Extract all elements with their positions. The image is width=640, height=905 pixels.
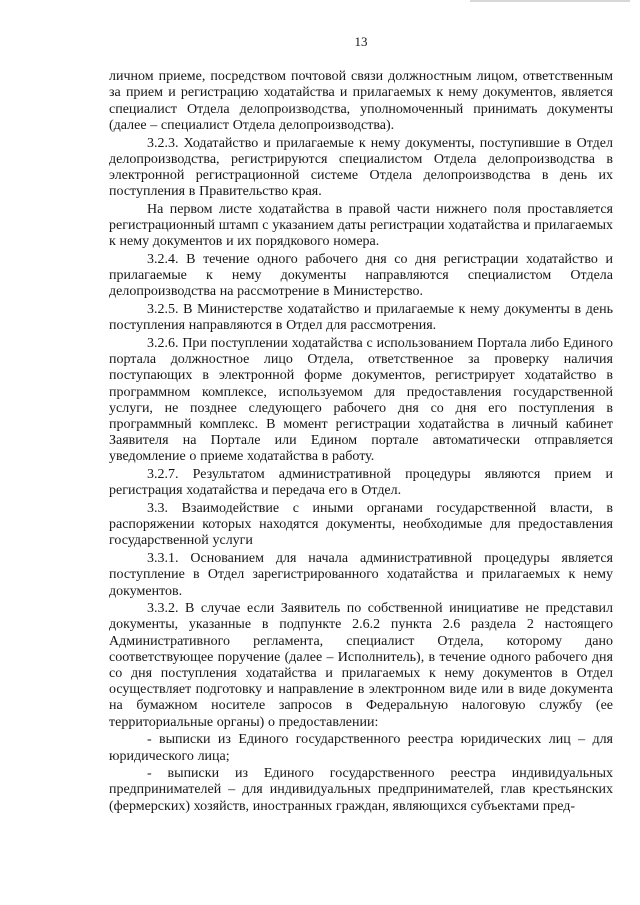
paragraph-3-2-4: 3.2.4. В течение одного рабочего дня со дня регистрации ходатайство и прилагаемые к нему документы направляются специалистом Отдела делопроизводства на рассмотрение в Министерство. (109, 251, 613, 300)
paragraph-3-2-3: 3.2.3. Ходатайство и прилагаемые к нему документы, поступившие в Отдел делопроизводства, регистрируются специалистом Отдела делопроизводства в электронной регистрационной системе Отдела делопроизводства в день их поступления в Правительство края. (109, 135, 613, 200)
paragraph-3-2-7: 3.2.7. Результатом административной процедуры являются прием и регистрация ходатайства и передача его в Отдел. (109, 467, 613, 499)
document-page (109, 34, 613, 816)
page-number: 13 (354, 34, 368, 49)
paragraph-3-3-2: 3.3.2. В случае если Заявитель по собственной инициативе не представил документы, указанные в подпункте 2.6.2 пункта 2.6 раздела 2 настоящего Административного регламента, специалист Отдела, которому дано соответствующее поручение (далее – Исполнитель), в течение одного рабочего дня со дня поступления ходатайства и прилагаемых к нему документов в Отдел осуществляет подготовку и направление в электронном виде или в виде документа на бумажном носителе запросов в Федеральную налоговую службу (ее территориальные органы) о предоставлении: (109, 601, 613, 730)
paragraph-3-2-5: 3.2.5. В Министерстве ходатайство и прилагаемые к нему документы в день поступления направляются в Отдел для рассмотрения. (109, 302, 613, 334)
section-heading-3-3: 3.3. Взаимодействие с иными органами государственной власти, в распоряжении которых находятся документы, необходимые для предоставления государственной услуги (109, 500, 613, 549)
scan-artifact-line (470, 0, 630, 2)
paragraph-3-3-1: 3.3.1. Основанием для начала административной процедуры является поступление в Отдел зарегистрированного ходатайства и прилагаемых к нему документов. (109, 551, 613, 599)
list-item-entrepreneurs: - выписки из Единого государственного реестра индивидуальных предпринимателей – для индивидуальных предпринимателей, глав крестьянских (фермерских) хозяйств, иностранных граждан, являющихся субъектами пред- (109, 766, 613, 814)
paragraph-3-2-6: 3.2.6. При поступлении ходатайства с использованием Портала либо Единого портала должностное лицо Отдела, ответственное за проверку наличия поступающих в электронной форме документов, регистрирует ходатайство в программном комплексе, используемом для предоставления государственной услуги, не позднее следующего рабочего дня со дня его поступления в программный комплекс. В момент регистрации ходатайства в личный кабинет Заявителя на Портале или Едином портале автоматически отправляется уведомление о приеме ходатайства в работу. (109, 335, 613, 465)
list-item-legal-entities: - выписки из Единого государственного реестра юридических лиц – для юридического лица; (109, 732, 613, 764)
paragraph-registration-stamp: На первом листе ходатайства в правой части нижнего поля проставляется регистрационный штамп с указанием даты регистрации ходатайства и прилагаемых к нему документов и их порядкового номера. (109, 201, 613, 250)
paragraph-intro-continuation: личном приеме, посредством почтовой связи должностным лицом, ответственным за прием и регистрацию ходатайства и прилагаемых к нему документов, является специалист Отдела делопроизводства, уполномоченный принимать документы (далее – специалист Отдела делопроизводства). (109, 69, 613, 133)
